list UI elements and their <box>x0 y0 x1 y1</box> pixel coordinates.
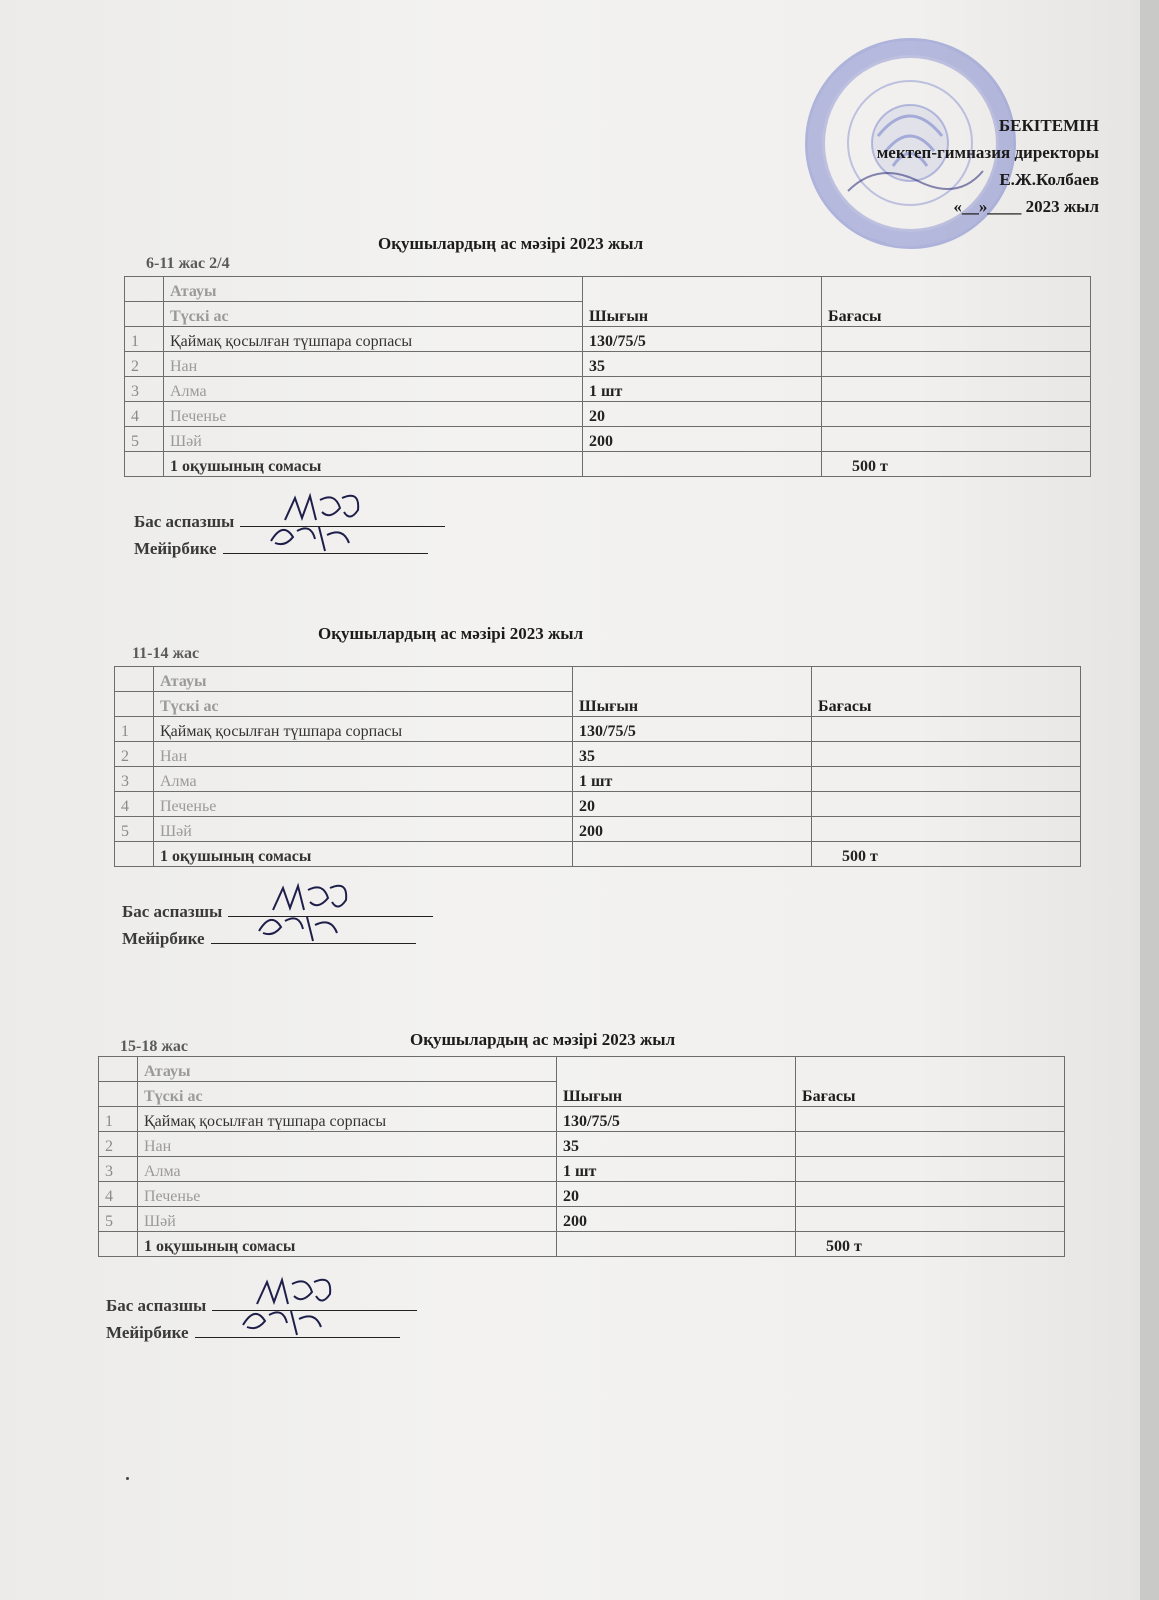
item-name: Печенье <box>154 792 573 817</box>
table-cell <box>557 1232 796 1257</box>
item-qty: 20 <box>557 1182 796 1207</box>
table-cell <box>115 667 154 692</box>
total-label: 1 оқушының сомасы <box>154 842 573 867</box>
table-row <box>125 402 1091 427</box>
table-row <box>115 717 1081 742</box>
item-number: 1 <box>99 1107 138 1132</box>
table-row <box>99 1182 1065 1207</box>
item-qty: 20 <box>583 402 822 427</box>
item-number: 2 <box>115 742 154 767</box>
nurse-signature <box>235 1301 345 1341</box>
total-label: 1 оқушының сомасы <box>138 1232 557 1257</box>
item-price <box>812 717 1081 742</box>
table-row <box>99 1157 1065 1182</box>
item-number: 4 <box>99 1182 138 1207</box>
chef-label: Бас аспазшы <box>122 902 223 921</box>
total-value: 500 т <box>796 1232 1065 1257</box>
item-price <box>796 1132 1065 1157</box>
table-row <box>125 277 1091 302</box>
signatures-block <box>106 1292 417 1346</box>
item-number: 3 <box>99 1157 138 1182</box>
item-qty: 130/75/5 <box>557 1107 796 1132</box>
menu-title: Оқушылардың ас мәзірі 2023 жыл <box>378 234 644 253</box>
item-qty: 200 <box>583 427 822 452</box>
item-price <box>812 767 1081 792</box>
item-name: Қаймақ қосылған түшпара сорпасы <box>138 1107 557 1132</box>
nurse-label: Мейірбике <box>122 929 205 948</box>
menu-age-group: 15-18 жас <box>120 1038 189 1055</box>
table-row <box>115 742 1081 767</box>
item-price <box>822 427 1091 452</box>
table-row <box>115 667 1081 692</box>
table-row <box>115 817 1081 842</box>
item-price <box>796 1182 1065 1207</box>
nurse-signature-line <box>195 1323 400 1338</box>
column-header-qty: Шығын <box>573 667 812 717</box>
table-cell <box>99 1082 138 1107</box>
item-name: Печенье <box>164 402 583 427</box>
item-name: Қаймақ қосылған түшпара сорпасы <box>154 717 573 742</box>
menu-age-group: 11-14 жас <box>132 645 200 662</box>
table-cell <box>125 302 164 327</box>
item-qty: 130/75/5 <box>583 327 822 352</box>
nurse-label: Мейірбике <box>106 1323 189 1342</box>
item-qty: 35 <box>583 352 822 377</box>
item-name: Нан <box>138 1132 557 1157</box>
nurse-signature-line <box>211 929 416 944</box>
item-price <box>822 352 1091 377</box>
menu-table <box>124 276 1091 477</box>
column-header-price: Бағасы <box>812 667 1081 717</box>
item-number: 1 <box>115 717 154 742</box>
menu-table <box>114 666 1081 867</box>
column-header-name: Атауы <box>154 667 573 692</box>
chef-label: Бас аспазшы <box>134 512 235 531</box>
item-number: 1 <box>125 327 164 352</box>
item-price <box>812 817 1081 842</box>
table-row <box>99 1232 1065 1257</box>
table-row <box>125 377 1091 402</box>
item-name: Нан <box>154 742 573 767</box>
approval-word: БЕКІТЕМІН <box>998 116 1099 135</box>
table-cell <box>115 842 154 867</box>
item-price <box>812 742 1081 767</box>
item-number: 5 <box>99 1207 138 1232</box>
item-price <box>822 327 1091 352</box>
approval-position: мектеп-гимназия директоры <box>876 143 1099 162</box>
item-number: 5 <box>125 427 164 452</box>
item-qty: 1 шт <box>573 767 812 792</box>
total-value: 500 т <box>812 842 1081 867</box>
item-number: 4 <box>115 792 154 817</box>
menu-age-group: 6-11 жас 2/4 <box>146 255 230 272</box>
item-name: Қаймақ қосылған түшпара сорпасы <box>164 327 583 352</box>
menu-title: Оқушылардың ас мәзірі 2023 жыл <box>410 1030 676 1049</box>
menu-title: Оқушылардың ас мәзірі 2023 жыл <box>318 624 584 643</box>
table-row <box>125 427 1091 452</box>
item-qty: 35 <box>573 742 812 767</box>
total-label: 1 оқушының сомасы <box>164 452 583 477</box>
meal-label: Түскі ас <box>164 302 583 327</box>
item-name: Шәй <box>138 1207 557 1232</box>
item-qty: 200 <box>573 817 812 842</box>
item-name: Шәй <box>164 427 583 452</box>
table-row <box>125 327 1091 352</box>
column-header-name: Атауы <box>164 277 583 302</box>
table-cell <box>125 452 164 477</box>
nurse-signature <box>251 907 361 947</box>
table-cell <box>125 277 164 302</box>
table-row <box>99 1132 1065 1157</box>
item-price <box>812 792 1081 817</box>
item-price <box>796 1207 1065 1232</box>
item-number: 3 <box>115 767 154 792</box>
table-row <box>99 1057 1065 1082</box>
total-value: 500 т <box>822 452 1091 477</box>
approval-name: Е.Ж.Колбаев <box>999 170 1099 189</box>
nurse-signature-line <box>223 539 428 554</box>
chef-label: Бас аспазшы <box>106 1296 207 1315</box>
table-row <box>99 1207 1065 1232</box>
item-number: 5 <box>115 817 154 842</box>
item-number: 4 <box>125 402 164 427</box>
item-number: 2 <box>125 352 164 377</box>
nurse-signature <box>263 517 373 557</box>
signatures-block <box>122 898 433 952</box>
column-header-price: Бағасы <box>822 277 1091 327</box>
item-name: Алма <box>154 767 573 792</box>
item-qty: 1 шт <box>557 1157 796 1182</box>
table-cell <box>99 1232 138 1257</box>
item-price <box>822 402 1091 427</box>
approval-block <box>877 112 1099 220</box>
item-price <box>822 377 1091 402</box>
item-qty: 35 <box>557 1132 796 1157</box>
signatures-block <box>134 508 445 562</box>
item-price <box>796 1157 1065 1182</box>
item-qty: 130/75/5 <box>573 717 812 742</box>
column-header-qty: Шығын <box>557 1057 796 1107</box>
item-name: Алма <box>138 1157 557 1182</box>
table-cell <box>583 452 822 477</box>
column-header-price: Бағасы <box>796 1057 1065 1107</box>
table-row <box>115 767 1081 792</box>
table-cell <box>115 692 154 717</box>
ink-dot <box>126 1477 129 1480</box>
table-cell <box>99 1057 138 1082</box>
item-price <box>796 1107 1065 1132</box>
item-number: 2 <box>99 1132 138 1157</box>
item-name: Нан <box>164 352 583 377</box>
column-header-name: Атауы <box>138 1057 557 1082</box>
menu-table <box>98 1056 1065 1257</box>
item-name: Печенье <box>138 1182 557 1207</box>
item-name: Алма <box>164 377 583 402</box>
table-cell <box>573 842 812 867</box>
background-edge <box>1140 0 1159 1600</box>
item-qty: 1 шт <box>583 377 822 402</box>
meal-label: Түскі ас <box>154 692 573 717</box>
table-row <box>115 792 1081 817</box>
nurse-label: Мейірбике <box>134 539 217 558</box>
table-row <box>125 352 1091 377</box>
item-number: 3 <box>125 377 164 402</box>
item-qty: 200 <box>557 1207 796 1232</box>
table-row <box>115 842 1081 867</box>
table-row <box>125 452 1091 477</box>
item-qty: 20 <box>573 792 812 817</box>
item-name: Шәй <box>154 817 573 842</box>
approval-date: «__»____ 2023 жыл <box>953 197 1099 216</box>
meal-label: Түскі ас <box>138 1082 557 1107</box>
table-row <box>99 1107 1065 1132</box>
column-header-qty: Шығын <box>583 277 822 327</box>
